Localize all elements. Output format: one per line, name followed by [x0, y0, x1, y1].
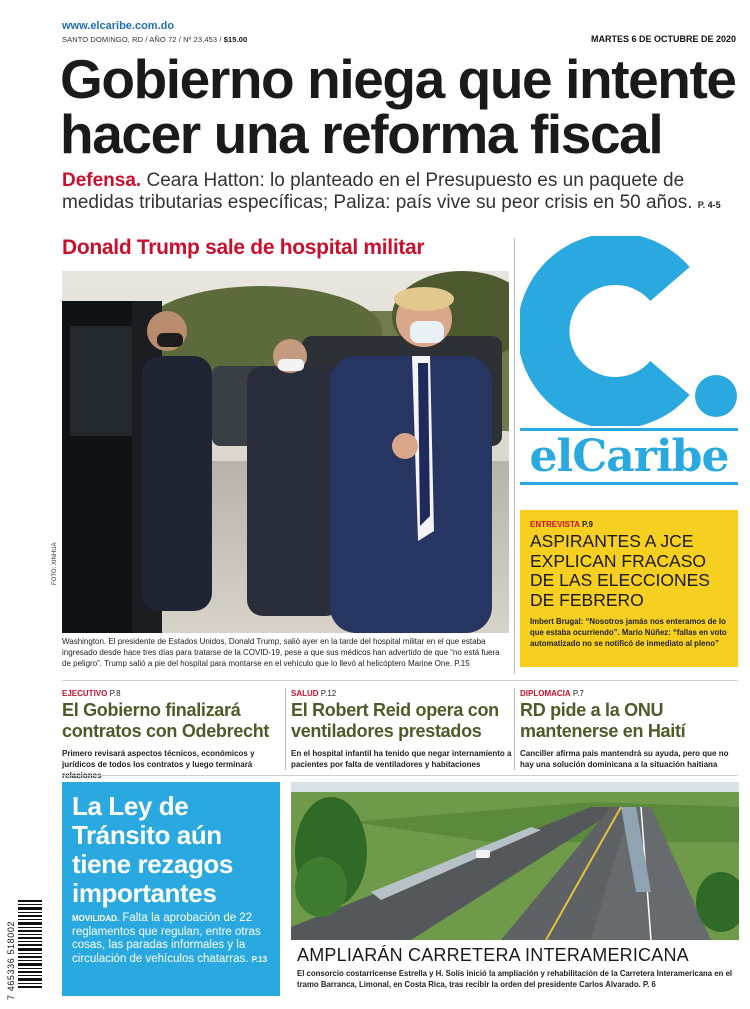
site-url[interactable]: www.elcaribe.com.do — [62, 20, 175, 32]
transit-body-text: Falta la aprobación de 22 reglamentos que regulan, entre otras cosas, las paradas informales y la circulación de vehículos chatarras. — [72, 912, 261, 965]
price: $15.00 — [223, 35, 248, 44]
trump-caption — [62, 636, 510, 669]
trump-headline[interactable]: Donald Trump sale de hospital militar — [62, 236, 425, 259]
story-body: Canciller afirma país mantendrá su ayuda, pero que no hay una solución dominicana a la situación haitiana — [520, 749, 729, 769]
lead-deck — [62, 170, 742, 216]
headline-line-1: Gobierno niega que intente — [60, 48, 736, 110]
trump-page-ref: P.15 — [454, 659, 470, 668]
interview-kicker-text: ENTREVISTA — [530, 520, 580, 529]
story-ejecutivo[interactable] — [62, 689, 284, 781]
trump-photo[interactable] — [62, 271, 509, 633]
story-kicker — [520, 689, 738, 698]
logo-rule-bottom — [520, 482, 738, 485]
story-kicker-text: DIPLOMACIA — [520, 689, 571, 698]
interview-page-ref: P.9 — [582, 520, 593, 529]
story-diplomacia[interactable] — [520, 689, 738, 770]
transit-body — [72, 912, 272, 966]
divider-rule — [62, 775, 738, 776]
lead-page-ref: P. 4-5 — [697, 200, 721, 210]
column-divider — [514, 688, 515, 770]
story-page-ref: P.7 — [572, 689, 584, 698]
story-kicker-text: EJECUTIVO — [62, 689, 108, 698]
lead-headline[interactable] — [60, 48, 740, 165]
column-divider — [285, 688, 286, 770]
story-page-ref: P.12 — [320, 689, 337, 698]
barcode-number: 7 465336 518002 — [6, 920, 16, 1000]
road-body-text: El consorcio costarricense Estrella y H. Solís inició la ampliación y rehabilitación de la Carretera Interamericana en el tramo Barranca, Limonal, en Costa Rica, tras recibir la orden del presidente Carlos Alvarado. — [297, 969, 733, 989]
story-kicker-text: SALUD — [291, 689, 319, 698]
lead-kicker: Defensa. — [62, 170, 142, 191]
divider-rule — [62, 680, 738, 681]
logo-c-icon — [520, 236, 740, 426]
logo-wordmark[interactable]: elCaribe — [529, 431, 729, 482]
issue-date: MARTES 6 DE OCTUBRE DE 2020 — [590, 34, 736, 44]
road-body — [297, 968, 742, 990]
transit-title: La Ley de Tránsito aún tiene rezagos importantes — [72, 791, 233, 908]
interview-title: ASPIRANTES A JCE EXPLICAN FRACASO DE LAS ELECCIONES DE FEBRERO — [530, 531, 710, 610]
interview-body: Imbert Brugal: “Nosotros jamás nos enteramos de lo que estaba ocurriendo”. Mario Núñez: “fallas en voto automatizado no se notificó de inmediato al pleno” — [530, 617, 727, 648]
story-body: En el hospital infantil ha tenido que negar internamiento a pacientes por falta de ventiladores y habitaciones — [291, 749, 512, 769]
story-page-ref: P.8 — [109, 689, 121, 698]
road-photo[interactable] — [291, 782, 739, 940]
edition-info — [62, 35, 247, 44]
story-kicker — [291, 689, 513, 698]
story-kicker — [62, 689, 284, 698]
trump-caption-text: Washington. El presidente de Estados Unidos, Donald Trump, salió ayer en la tarde del hospital militar en el que estaba ingresado desde hace tres días para tratarse de la COVID-19, pese a que sus médicos han advertido de que “no está fuera de peligro”. Trump salió a pie del hospital para montarse en el vehículo que lo llevó al helicóptero Marine One. — [62, 637, 500, 668]
story-title: El Gobierno finalizará contratos con Odebrecht — [62, 700, 270, 741]
interview-kicker — [530, 520, 730, 529]
column-divider — [514, 238, 515, 674]
transit-kicker: MOVILIDAD. — [72, 914, 120, 923]
story-title: El Robert Reid opera con ventiladores prestados — [291, 700, 499, 741]
headline-line-2: hacer una reforma fiscal — [60, 103, 663, 165]
logo-letter-c[interactable] — [520, 236, 740, 426]
trump-photo-illustration — [62, 271, 509, 633]
road-page-ref: P. 6 — [642, 980, 656, 989]
transit-box[interactable] — [62, 782, 280, 996]
story-salud[interactable] — [291, 689, 513, 770]
story-title: RD pide a la ONU mantenerse en Haití — [520, 700, 686, 741]
photo-credit: FOTO: XINHUA — [52, 542, 58, 585]
road-title[interactable]: AMPLIARÁN CARRETERA INTERAMERICANA — [297, 945, 689, 965]
interview-box[interactable] — [520, 510, 738, 667]
lead-deck-text: Ceara Hatton: lo planteado en el Presupuesto es un paquete de medidas tributarias específicas; Paliza: país vive su peor crisis en 50 años. — [62, 170, 693, 213]
edition-text: SANTO DOMINGO, RD / AÑO 72 / Nº 23,453 / — [62, 35, 222, 44]
road-illustration — [291, 782, 739, 940]
story-body: Primero revisará aspectos técnicos, económicos y jurídicos de todos los contratos y luego terminará — [62, 749, 255, 769]
transit-page-ref: P.13 — [251, 954, 268, 964]
